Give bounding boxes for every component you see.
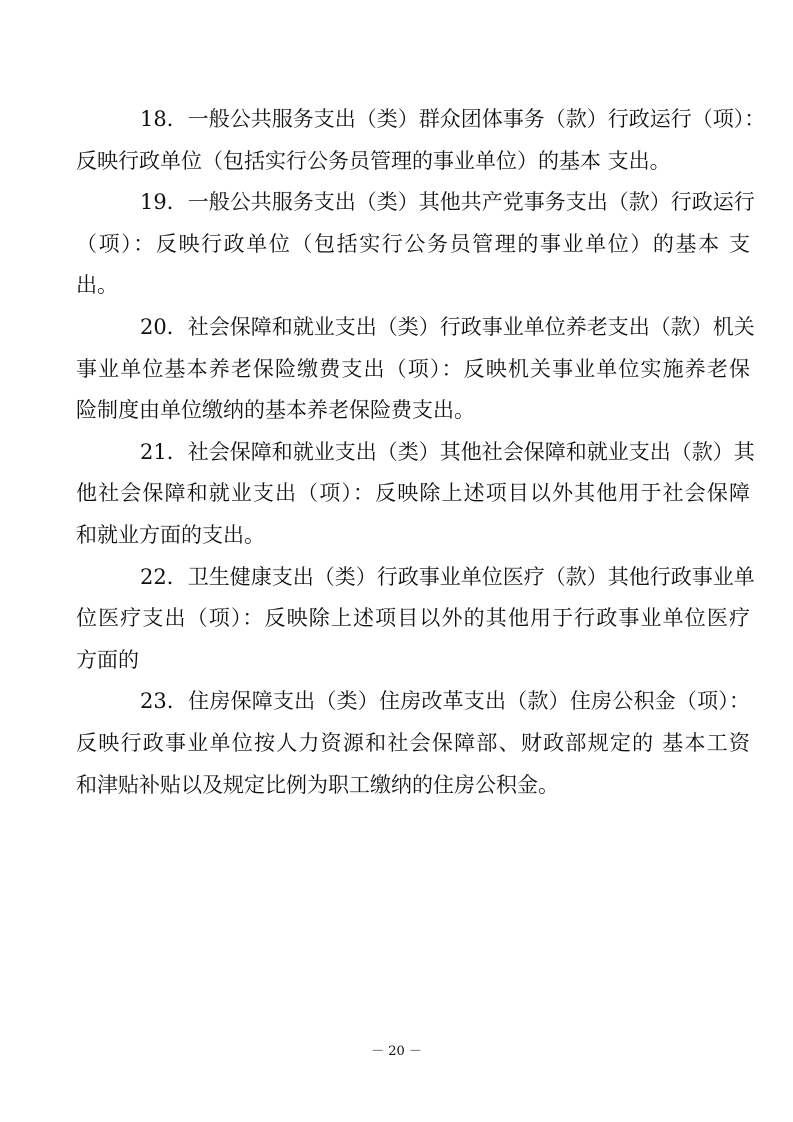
paragraph-line: 事业单位基本养老保险缴费支出（项）：反映机关事业单位实施养老保 (76, 356, 750, 381)
paragraph-line: 位医疗支出（项）：反映除上述项目以外的其他用于行政事业单位医疗 (76, 606, 750, 631)
paragraph-line: 出。 (76, 273, 118, 298)
paragraph-line: 和津贴补贴以及规定比例为职工缴纳的住房公积金。 (76, 772, 559, 797)
paragraph-18 (76, 99, 766, 182)
paragraph-22 (76, 557, 755, 682)
page-number: － 20 － (371, 1044, 422, 1059)
paragraph-line: 反映行政单位（包括实行公务员管理的事业单位）的基本 支出。 (76, 148, 671, 173)
document-body (76, 99, 766, 806)
paragraph-line: 方面的 (76, 647, 139, 672)
paragraph-line: 22．卫生健康支出（类）行政事业单位医疗（款）其他行政事业单 (140, 564, 755, 589)
paragraph-21 (76, 432, 755, 557)
paragraph-line: 20．社会保障和就业支出（类）行政事业单位养老支出（款）机关 (140, 314, 755, 339)
paragraph-line: 21．社会保障和就业支出（类）其他社会保障和就业支出（款）其 (140, 439, 755, 464)
paragraph-23 (76, 681, 750, 806)
paragraph-line: 他社会保障和就业支出（项）：反映除上述项目以外其他用于社会保障 (76, 481, 750, 506)
paragraph-line: 险制度由单位缴纳的基本养老保险费支出。 (76, 398, 475, 423)
paragraph-line: 23．住房保障支出（类）住房改革支出（款）住房公积金（项）： (140, 689, 750, 714)
paragraph-line: （项）：反映行政单位（包括实行公务员管理的事业单位）的基本 支 (76, 231, 750, 256)
paragraph-19 (76, 182, 755, 307)
paragraph-line: 18．一般公共服务支出（类）群众团体事务（款）行政运行（项）： (140, 107, 766, 131)
paragraph-line: 反映行政事业单位按人力资源和社会保障部、财政部规定的 基本工资 (76, 730, 750, 755)
paragraph-line: 19．一般公共服务支出（类）其他共产党事务支出（款）行政运行 (140, 190, 755, 215)
paragraph-20 (76, 307, 755, 432)
paragraph-line: 和就业方面的支出。 (76, 522, 265, 547)
